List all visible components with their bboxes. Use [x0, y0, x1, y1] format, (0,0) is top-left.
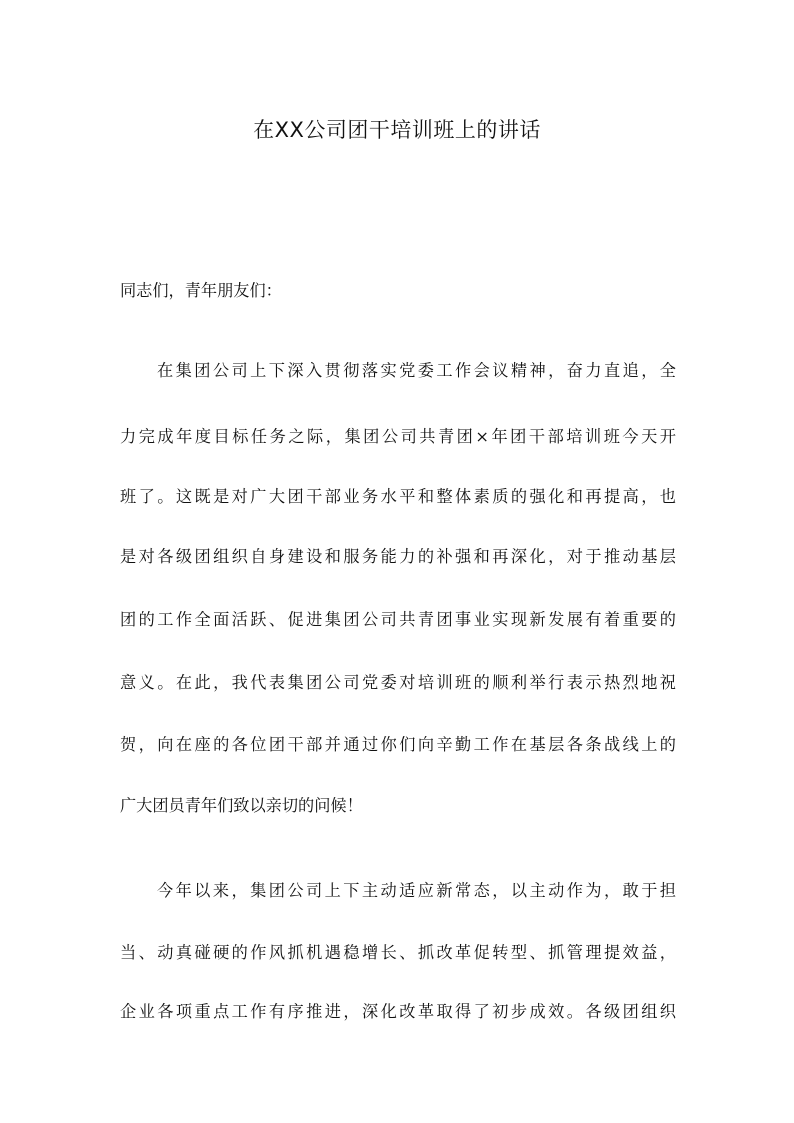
paragraph-line: 团的工作全面活跃、促进集团公司共青团事业实现新发展有着重要的 — [120, 610, 676, 629]
paragraph-line: 贺，向在座的各位团干部并通过你们向辛勤工作在基层各条战线上的 — [120, 735, 676, 754]
paragraph-line: 力完成年度目标任务之际，集团公司共青团×年团干部培训班今天开 — [120, 427, 676, 446]
paragraph-line: 是对各级团组织自身建设和服务能力的补强和再深化，对于推动基层 — [120, 547, 676, 566]
paragraph-line: 企业各项重点工作有序推进，深化改革取得了初步成效。各级团组织 — [120, 1002, 676, 1021]
salutation: 同志们，青年朋友们： — [120, 281, 282, 300]
paragraph-line: 班了。这既是对广大团干部业务水平和整体素质的强化和再提高，也 — [120, 487, 676, 506]
paragraph-line: 当、动真碰硬的作风抓机遇稳增长、抓改革促转型、抓管理提效益， — [120, 943, 676, 962]
document-title: 在XX公司团干培训班上的讲话 — [253, 118, 541, 142]
paragraph-line: 在集团公司上下深入贯彻落实党委工作会议精神，奋力直追，全 — [157, 361, 676, 380]
paragraph-line: 广大团员青年们致以亲切的问候！ — [120, 796, 363, 815]
paragraph-line: 意义。在此，我代表集团公司党委对培训班的顺利举行表示热烈地祝 — [120, 673, 676, 692]
paragraph-line: 今年以来，集团公司上下主动适应新常态，以主动作为，敢于担 — [157, 881, 676, 900]
